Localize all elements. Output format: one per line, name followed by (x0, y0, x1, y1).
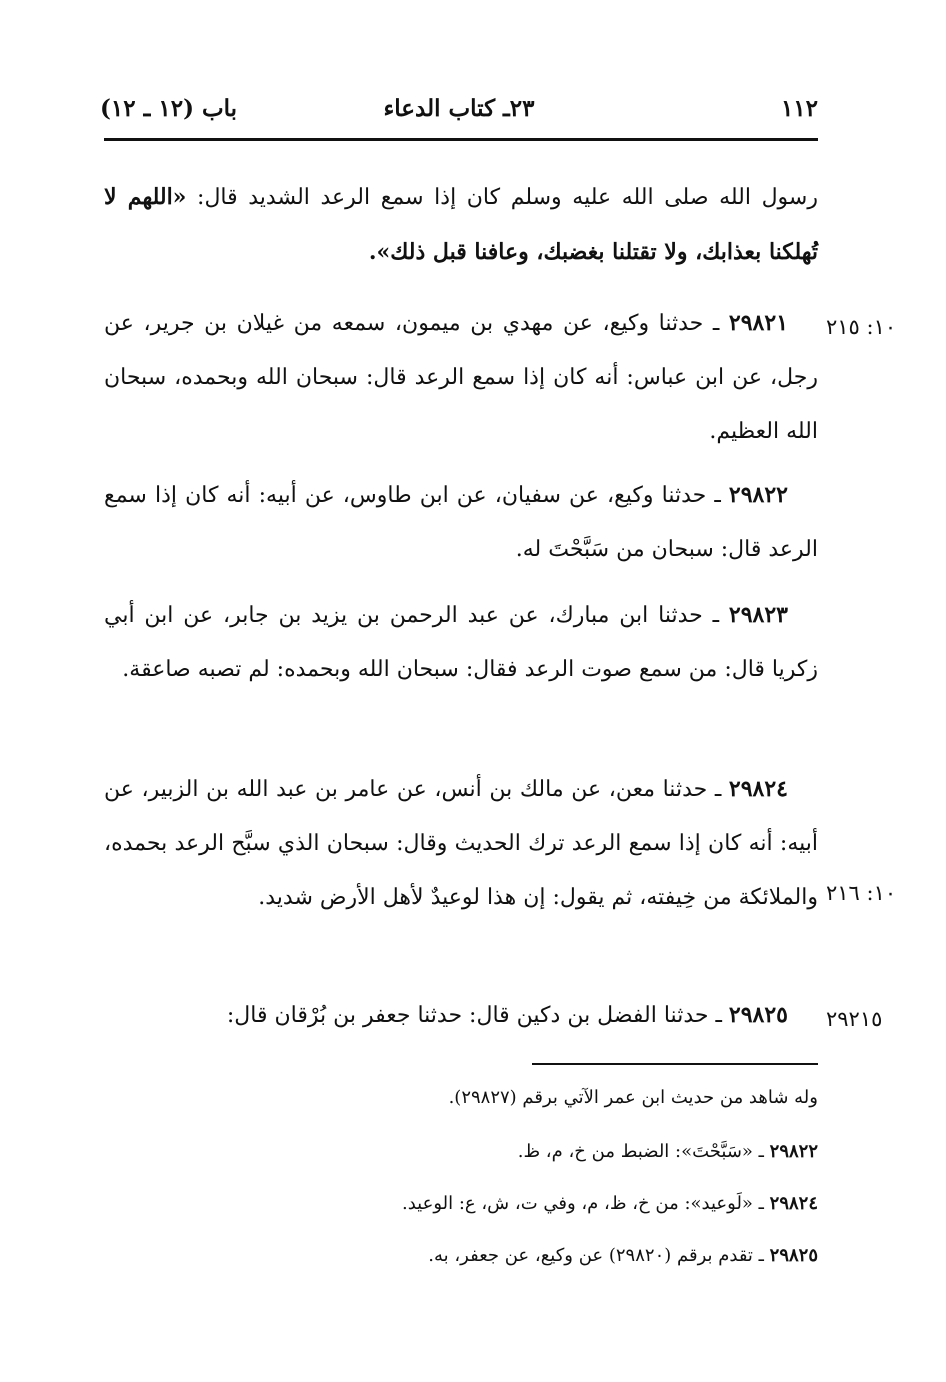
hadith-29824 (104, 762, 818, 925)
hadith-text: ـ حدثنا ابن مبارك، عن عبد الرحمن بن يزيد بن جابر، عن ابن أبي زكريا قال: من سمع صوت الرعد فقال: سبحان الله وبحمده: لم تصبه صاعقة. (104, 603, 818, 682)
intro-paragraph (104, 170, 818, 280)
margin-reference: ١٠: ٢١٦ (826, 881, 897, 905)
hadith-29822 (104, 468, 818, 577)
footnote-text: وله شاهد من حديث ابن عمر الآتي برقم (٢٩٨٢٧). (448, 1087, 818, 1108)
hadith-text: ـ حدثنا وكيع، عن مهدي بن ميمون، سمعه من غيلان بن جرير، عن رجل، عن ابن عباس: أنه كان إذا سمع الرعد قال: سبحان الله وبحمده، سبحان الله العظيم. (104, 311, 818, 444)
page-header (100, 92, 818, 132)
footnote-text: ـ «سَبَّحْتَ»: الضبط من خ، م، ظ. (517, 1141, 770, 1162)
hadith-number: ٢٩٨٢١ (728, 310, 789, 336)
hadith-number: ٢٩٨٢٣ (728, 602, 788, 628)
footnote-text: ـ «لَوعيد»: من خ، ظ، م، وفي ت، ش، ع: الوعيد. (402, 1193, 770, 1214)
footnote (518, 1138, 818, 1166)
footnote (449, 1084, 818, 1112)
footnote-text: ـ تقدم برقم (٢٩٨٢٠) عن وكيع، عن جعفر، به. (428, 1245, 770, 1266)
chapter-reference: باب (١٢ ـ ١٢) (100, 95, 238, 122)
footnote (428, 1242, 818, 1270)
hadith-29825 (104, 988, 818, 1043)
footnote-number: ٢٩٨٢٤ (769, 1193, 818, 1214)
margin-reference: ١٠: ٢١٥ (826, 315, 897, 339)
margin-reference: ٢٩٢١٥ (826, 1007, 883, 1031)
hadith-29821 (104, 296, 818, 459)
header-divider (104, 138, 818, 141)
intro-supplication: «اللهم لا تُهلكنا بعذابك، ولا تقتلنا بغضبك، وعافنا قبل ذلك». (104, 184, 818, 265)
footnote-number: ٢٩٨٢٢ (769, 1141, 818, 1162)
hadith-number: ٢٩٨٢٢ (728, 482, 788, 508)
hadith-29823 (104, 588, 818, 697)
book-title: ٢٣ـ كتاب الدعاء (383, 95, 535, 122)
footnote (402, 1190, 818, 1218)
hadith-text: ـ حدثنا وكيع، عن سفيان، عن ابن طاوس، عن أبيه: أنه كان إذا سمع الرعد قال: سبحان من سَبَّحْتَ له. (104, 483, 818, 562)
hadith-text: ـ حدثنا الفضل بن دكين قال: حدثنا جعفر بن بُرْقان قال: (226, 1003, 729, 1028)
intro-text: رسول الله صلى الله عليه وسلم كان إذا سمع الرعد الشديد قال: (186, 185, 818, 210)
footnote-divider (532, 1063, 818, 1065)
hadith-number: ٢٩٨٢٤ (728, 776, 788, 802)
footnote-number: ٢٩٨٢٥ (769, 1245, 818, 1266)
page-number: ١١٢ (780, 95, 818, 122)
hadith-text: ـ حدثنا معن، عن مالك بن أنس، عن عامر بن عبد الله بن الزبير، عن أبيه: أنه كان إذا سمع الرعد ترك الحديث وقال: سبحان الذي سبَّح الرعد بحمده، والملائكة من خِيفته، ثم يقول: إن هذا لوعيدٌ لأهل الأرض شديد. (104, 777, 818, 910)
hadith-number: ٢٩٨٢٥ (728, 1002, 788, 1028)
